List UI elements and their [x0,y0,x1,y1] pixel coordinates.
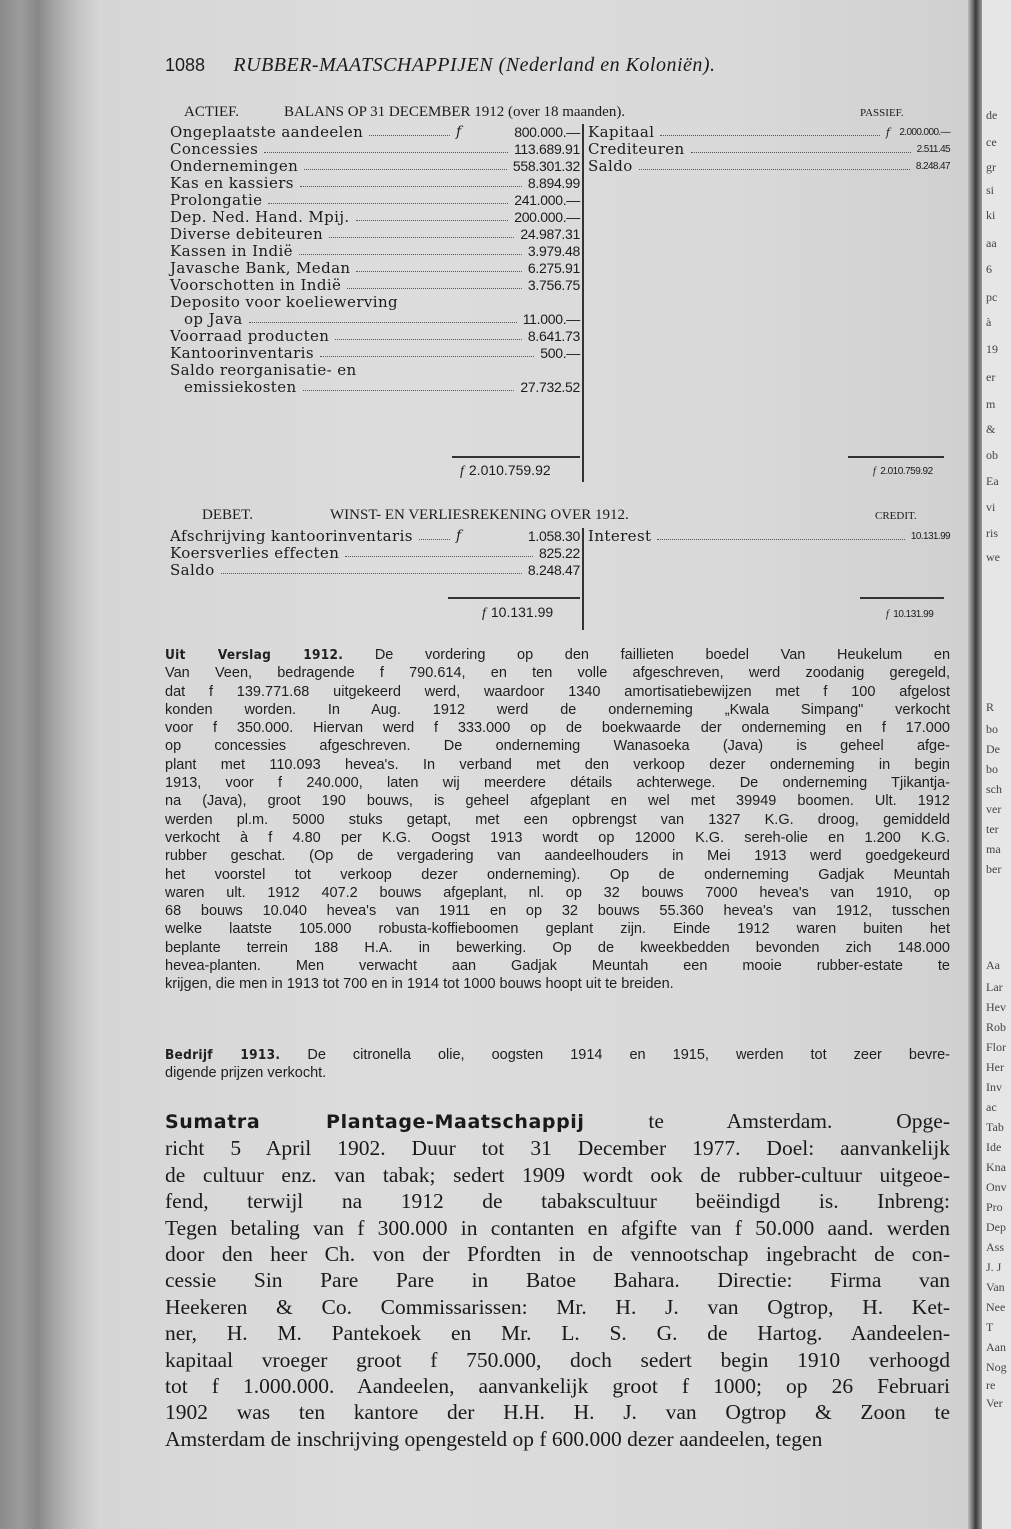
adjacent-page-fragment: Ea [986,474,999,488]
text-line: 1913, voor f 240.000, laten wij meerdere détails achterwege. De onderneming Tjikantja- [165,775,950,792]
leader-dots [303,379,514,391]
ledger-row [170,243,580,260]
ledger-row [170,192,580,209]
ledger-amount: 6.275.91 [527,260,580,276]
text-line: fend, terwijl na 1912 de tabakscultuur beëindigd is. Inbreng: [165,1189,950,1214]
ledger-amount: 113.689.91 [513,141,580,157]
leader-dots [657,528,905,540]
adjacent-page-fragment: ter [986,822,999,836]
ledger-row [588,124,950,141]
text-line: Tegen betaling van f 300.000 in contanten en afgifte van f 50.000 aand. werden [165,1215,950,1240]
text-line: Van Veen, bedragende f 790.614, en ten volle afgeschreven, werd zoodanig geregeld, [165,665,950,682]
pnl-header [170,507,960,527]
leader-dots [264,141,508,153]
text-line: konden worden. In Aug. 1912 werd de onderneming „Kwala Simpang" verkocht [165,701,950,718]
adjacent-page-fragment: re [986,1378,996,1392]
adjacent-page-fragment: Nog [986,1360,1007,1374]
adjacent-page-fragment: ki [986,208,996,222]
adjacent-page-fragment: J. J [986,1260,1002,1274]
leader-dots [268,192,508,204]
debit-total: f 10.131.99 [482,604,554,621]
balance-divider [582,124,584,482]
adjacent-page-fragment: ce [986,135,997,149]
ledger-row [588,158,950,175]
adjacent-page-fragment: bo [986,762,998,776]
ledger-label: Koersverlies effecten [170,544,340,562]
ledger-amount: 8.248.47 [527,562,580,578]
ledger-amount: 200.000.— [514,209,580,225]
adjacent-page-fragment: Tab [986,1120,1004,1134]
ledger-amount: 3.979.48 [527,243,580,259]
ledger-amount: 241.000.— [514,192,580,208]
ledger-label: Saldo [170,561,215,579]
currency-symbol: f [885,126,890,139]
company-entry-paragraph [165,1108,950,1452]
leader-dots [299,243,522,255]
ledger-label: Afschrijving kantoorinventaris [170,527,413,545]
ledger-label: Prolongatie [170,191,263,209]
leader-dots [221,562,522,574]
assets-total-rule [452,456,580,458]
leader-dots [347,277,522,289]
text-line: Uit Verslag 1912. De vordering op den faillieten boedel Van Heukelum en [165,647,951,663]
adjacent-page-fragment: 6 [986,262,992,276]
pnl-left-label: DEBET. [202,507,253,523]
page-gutter [968,0,982,1529]
running-head [165,52,945,77]
report-1912-paragraph [165,646,950,994]
text-line: voor f 350.000. Hiervan werd f 333.000 op de boekwaarde der onderneming en f 17.000 [165,720,950,737]
ledger-label: Kassen in Indië [170,242,293,260]
leader-dots [320,345,534,357]
ledger-row [170,158,580,175]
pnl-right-label: CREDIT. [875,510,917,522]
currency-symbol: f [456,124,462,140]
ledger-row [170,328,580,345]
ledger-label: Voorschotten in Indië [170,276,342,294]
leader-dots [356,260,522,272]
balance-liabilities [588,124,950,175]
ledger-row [588,528,950,545]
adjacent-page-fragment: T [986,1320,994,1334]
credit-total: f 10.131.99 [886,609,934,620]
text-line: Sumatra Plantage-Maatschappij te Amsterdam. Opge- [165,1109,950,1133]
credit-total-rule [860,597,944,599]
text-line: richt 5 April 1902. Duur tot 31 December 1977. Doel: aanvankelijk [165,1136,950,1161]
ledger-amount: 500.— [540,345,580,361]
adjacent-page-fragment: Van [986,1280,1005,1294]
leader-dots [660,124,880,136]
ledger-row [170,277,580,294]
ledger-amount: 2.000.000.— [899,127,950,138]
balance-left-label: ACTIEF. [184,104,240,120]
leader-dots [419,528,450,540]
text-line: op concessies afgeschreven. De onderneming Wanasoeka (Java) is geheel afge- [165,738,950,755]
text-line: de cultuur enz. van tabak; sedert 1909 wordt ook de rubber-cultuur uitgeoe- [165,1162,950,1187]
assets-total: f 2.010.759.92 [460,462,551,479]
balance-title: BALANS OP 31 DECEMBER 1912 (over 18 maanden). [284,104,626,120]
text-line: beplante terrein 188 H.A. in bewerking. Op de kweekbedden bevonden zich 148.000 [165,939,950,956]
text-line: Bedrijf 1913. De citronella olie, oogsten 1914 en 1915, werden tot zeer bevre- [165,1047,950,1063]
page-number: 1088 [165,55,206,75]
leader-dots [304,158,507,170]
adjacent-page-fragment: Her [986,1060,1004,1074]
ledger-row [170,175,580,192]
text-line: 68 bouws 10.040 hevea's van 1911 en op 32 bouws 55.360 hevea's van 1912, tusschen [165,903,950,920]
ledger-label: Interest [588,527,652,545]
text-line: digende prijzen verkocht. [165,1065,327,1082]
adjacent-page-fragment: bo [986,722,998,736]
adjacent-page-fragment: ac [986,1100,997,1114]
ledger-amount: 8.641.73 [527,328,580,344]
ledger-label: Voorraad producten [170,327,330,345]
ledger-label: Crediteuren [588,140,685,158]
ledger-row [170,260,580,277]
lead-heading: Bedrijf 1913. [165,1047,281,1063]
adjacent-page-fragment: Ide [986,1140,1002,1154]
ledger-amount: 2.511.45 [916,144,950,155]
lead-heading: Uit Verslag 1912. [165,647,344,663]
text-line: cessie Sin Pare Pare in Batoe Bahara. Directie: Firma van [165,1268,950,1293]
ledger-label: Kapitaal [588,123,655,141]
balance-assets [170,124,580,396]
text-line: door den heer Ch. von der Pfordten in de vennootschap ingebracht de con- [165,1242,950,1267]
adjacent-page-fragment: si [986,183,995,197]
ledger-row [170,362,580,379]
ledger-amount: 11.000.— [522,311,580,327]
adjacent-page-fragment: Ver [986,1396,1003,1410]
adjacent-page-fragment: & [986,422,996,436]
ledger-row [170,209,580,226]
ledger-amount: 10.131.99 [910,531,950,542]
ledger-row [170,379,580,396]
ledger-row [170,345,580,362]
text-line: het voorstel tot verkoop dezer onderneming). Op de onderneming Gadjak Meuntah [165,866,950,883]
adjacent-page-fragment: Pro [986,1200,1003,1214]
ledger-row [170,141,580,158]
adjacent-page-fragment: ob [986,448,998,462]
ledger-amount: 8.248.47 [915,161,950,172]
adjacent-page-fragment: aa [986,236,997,250]
ledger-amount: 1.058.30 [527,528,580,544]
adjacent-page-fragment: R [986,700,995,714]
ledger-amount: 8.894.99 [527,175,580,191]
ledger-amount: 825.22 [538,545,580,561]
adjacent-page-fragment: Kna [986,1160,1006,1174]
leader-dots [300,175,522,187]
adjacent-page-fragment: Onv [986,1180,1007,1194]
ledger-label: Saldo reorganisatie- en [170,361,357,379]
text-line: rubber geschat. (Op de vergadering van aandeelhouders in Mei 1913 werd goedgekeurd [165,848,950,865]
ledger-label: emissiekosten [184,378,297,396]
ledger-amount: 27.732.52 [520,379,580,395]
text-line: na (Java), groot 190 bouws, is geheel afgeplant en wel met 39949 boomen. Ult. 1912 [165,793,950,810]
currency-symbol: f [456,528,462,544]
adjacent-page-fragment: ma [986,842,1001,856]
ledger-label: Kantoorinventaris [170,344,314,362]
ledger-label: Javasche Bank, Medan [170,259,351,277]
adjacent-page-fragment: Hev [986,1000,1006,1014]
text-line: ner, H. M. Pantekoek en Mr. L. S. G. de Hartog. Aandeelen- [165,1321,950,1346]
adjacent-page-fragment: Flor [986,1040,1007,1054]
ledger-label: op Java [184,310,243,328]
adjacent-page-fragment: Lar [986,980,1003,994]
adjacent-page-fragment: m [986,397,996,411]
text-line: krijgen, die men in 1913 tot 700 en in 1914 tot 1000 bouws hoopt uit te breiden. [165,976,674,993]
adjacent-page-strip [982,0,1011,1529]
lead-heading: Sumatra Plantage-Maatschappij [165,1111,585,1133]
adjacent-page-fragment: vi [986,500,996,514]
ledger-amount: 3.756.75 [527,277,580,293]
text-line: hevea-planten. Men verwacht aan Gadjak Meuntah een mooie rubber-estate te [165,958,950,975]
ledger-amount: 558.301.32 [512,158,580,174]
ledger-row [170,545,580,562]
liabilities-total-rule [848,456,944,458]
pnl-divider [582,528,584,630]
adjacent-page-fragment: 19 [986,342,998,356]
leader-dots [639,158,910,170]
text-line: Amsterdam de inschrijving opengesteld op f 600.000 dezer aandeelen, tegen [165,1426,823,1451]
adjacent-page-fragment: Ass [986,1240,1005,1254]
pnl-debit [170,528,580,579]
text-line: 1902 was ten kantore der H.H. H. J. van Ogtrop & Zoon te [165,1400,950,1425]
pnl-title: WINST- EN VERLIESREKENING OVER 1912. [330,507,629,523]
adjacent-page-fragment: De [986,742,1000,756]
ledger-label: Saldo [588,157,633,175]
adjacent-page-fragment: ris [986,526,998,540]
adjacent-page-fragment: à [986,315,992,329]
ledger-label: Ongeplaatste aandeelen [170,123,364,141]
ledger-row [170,562,580,579]
text-line: kapitaal vroeger groot f 750.000, doch sedert begin 1910 verhoogd [165,1347,950,1372]
book-binding-shadow [0,0,100,1529]
adjacent-page-fragment: gr [986,160,996,174]
liabilities-total: f 2.010.759.92 [873,466,933,477]
ledger-label: Deposito voor koeliewerving [170,293,399,311]
ledger-label: Kas en kassiers [170,174,294,192]
adjacent-page-fragment: pc [986,290,998,304]
ledger-label: Diverse debiteuren [170,225,324,243]
ledger-amount: 24.987.31 [520,226,580,242]
adjacent-page-fragment: de [986,108,998,122]
pnl-credit [588,528,950,545]
leader-dots [356,209,508,221]
balance-right-label: PASSIEF. [860,107,904,119]
adjacent-page-fragment: we [986,550,1000,564]
leader-dots [345,545,533,557]
text-line: tot f 1.000.000. Aandeelen, aanvankelijk groot f 1000; op 26 Februari [165,1374,950,1399]
leader-dots [329,226,514,238]
adjacent-page-fragment: sch [986,782,1002,796]
ledger-row [170,528,580,545]
adjacent-page-fragment: Rob [986,1020,1007,1034]
adjacent-page-fragment: er [986,370,996,384]
leader-dots [691,141,911,153]
text-line: Heekeren & Co. Commissarissen: Mr. H. J. van Ogtrop, H. Ket- [165,1294,950,1319]
adjacent-page-fragment: ver [986,802,1002,816]
leader-dots [249,311,517,323]
adjacent-page-fragment: Inv [986,1080,1002,1094]
adjacent-page-fragment: Aan [986,1340,1006,1354]
ledger-label: Dep. Ned. Hand. Mpij. [170,208,350,226]
text-line: verkocht à f 4.80 per K.G. Oogst 1913 wordt op 12000 K.G. sereh-olie en 1.200 K.G. [165,829,950,846]
adjacent-page-fragment: ber [986,862,1002,876]
ledger-amount: 800.000.— [514,124,580,140]
leader-dots [369,124,450,136]
ledger-row [170,124,580,141]
adjacent-page-fragment: Dep [986,1220,1006,1234]
ledger-row [170,294,580,311]
text-line: plant met 110.093 hevea's. In verband met den verkoop dezer onderneming in begin [165,756,950,773]
debit-total-rule [448,597,580,599]
ledger-row [170,226,580,243]
report-1913-paragraph [165,1046,950,1083]
ledger-row [588,141,950,158]
text-line: waren ult. 1912 407.2 bouws afgeplant, nl. op 32 bouws 7000 hevea's van 1910, op [165,884,950,901]
ledger-label: Ondernemingen [170,157,299,175]
running-title: RUBBER-MAATSCHAPPIJEN (Nederland en Koloniën). [233,54,716,76]
text-line: dat f 139.771.68 uitgekeerd werd, waardoor 1340 amortisatiebewijzen met f 100 afgelost [165,683,950,700]
text-line: welke laatste 105.000 robusta-koffieboomen geplant zijn. Einde 1912 waren buiten het [165,921,950,938]
ledger-label: Concessies [170,140,259,158]
ledger-row [170,311,580,328]
adjacent-page-fragment: Aa [986,958,1000,972]
text-line: werden pl.m. 5000 stuks getapt, met een opbrengst van 1327 K.G. droog, gemiddeld [165,811,950,828]
adjacent-page-fragment: Nee [986,1300,1006,1314]
leader-dots [335,328,522,340]
balance-sheet-header [170,104,960,124]
